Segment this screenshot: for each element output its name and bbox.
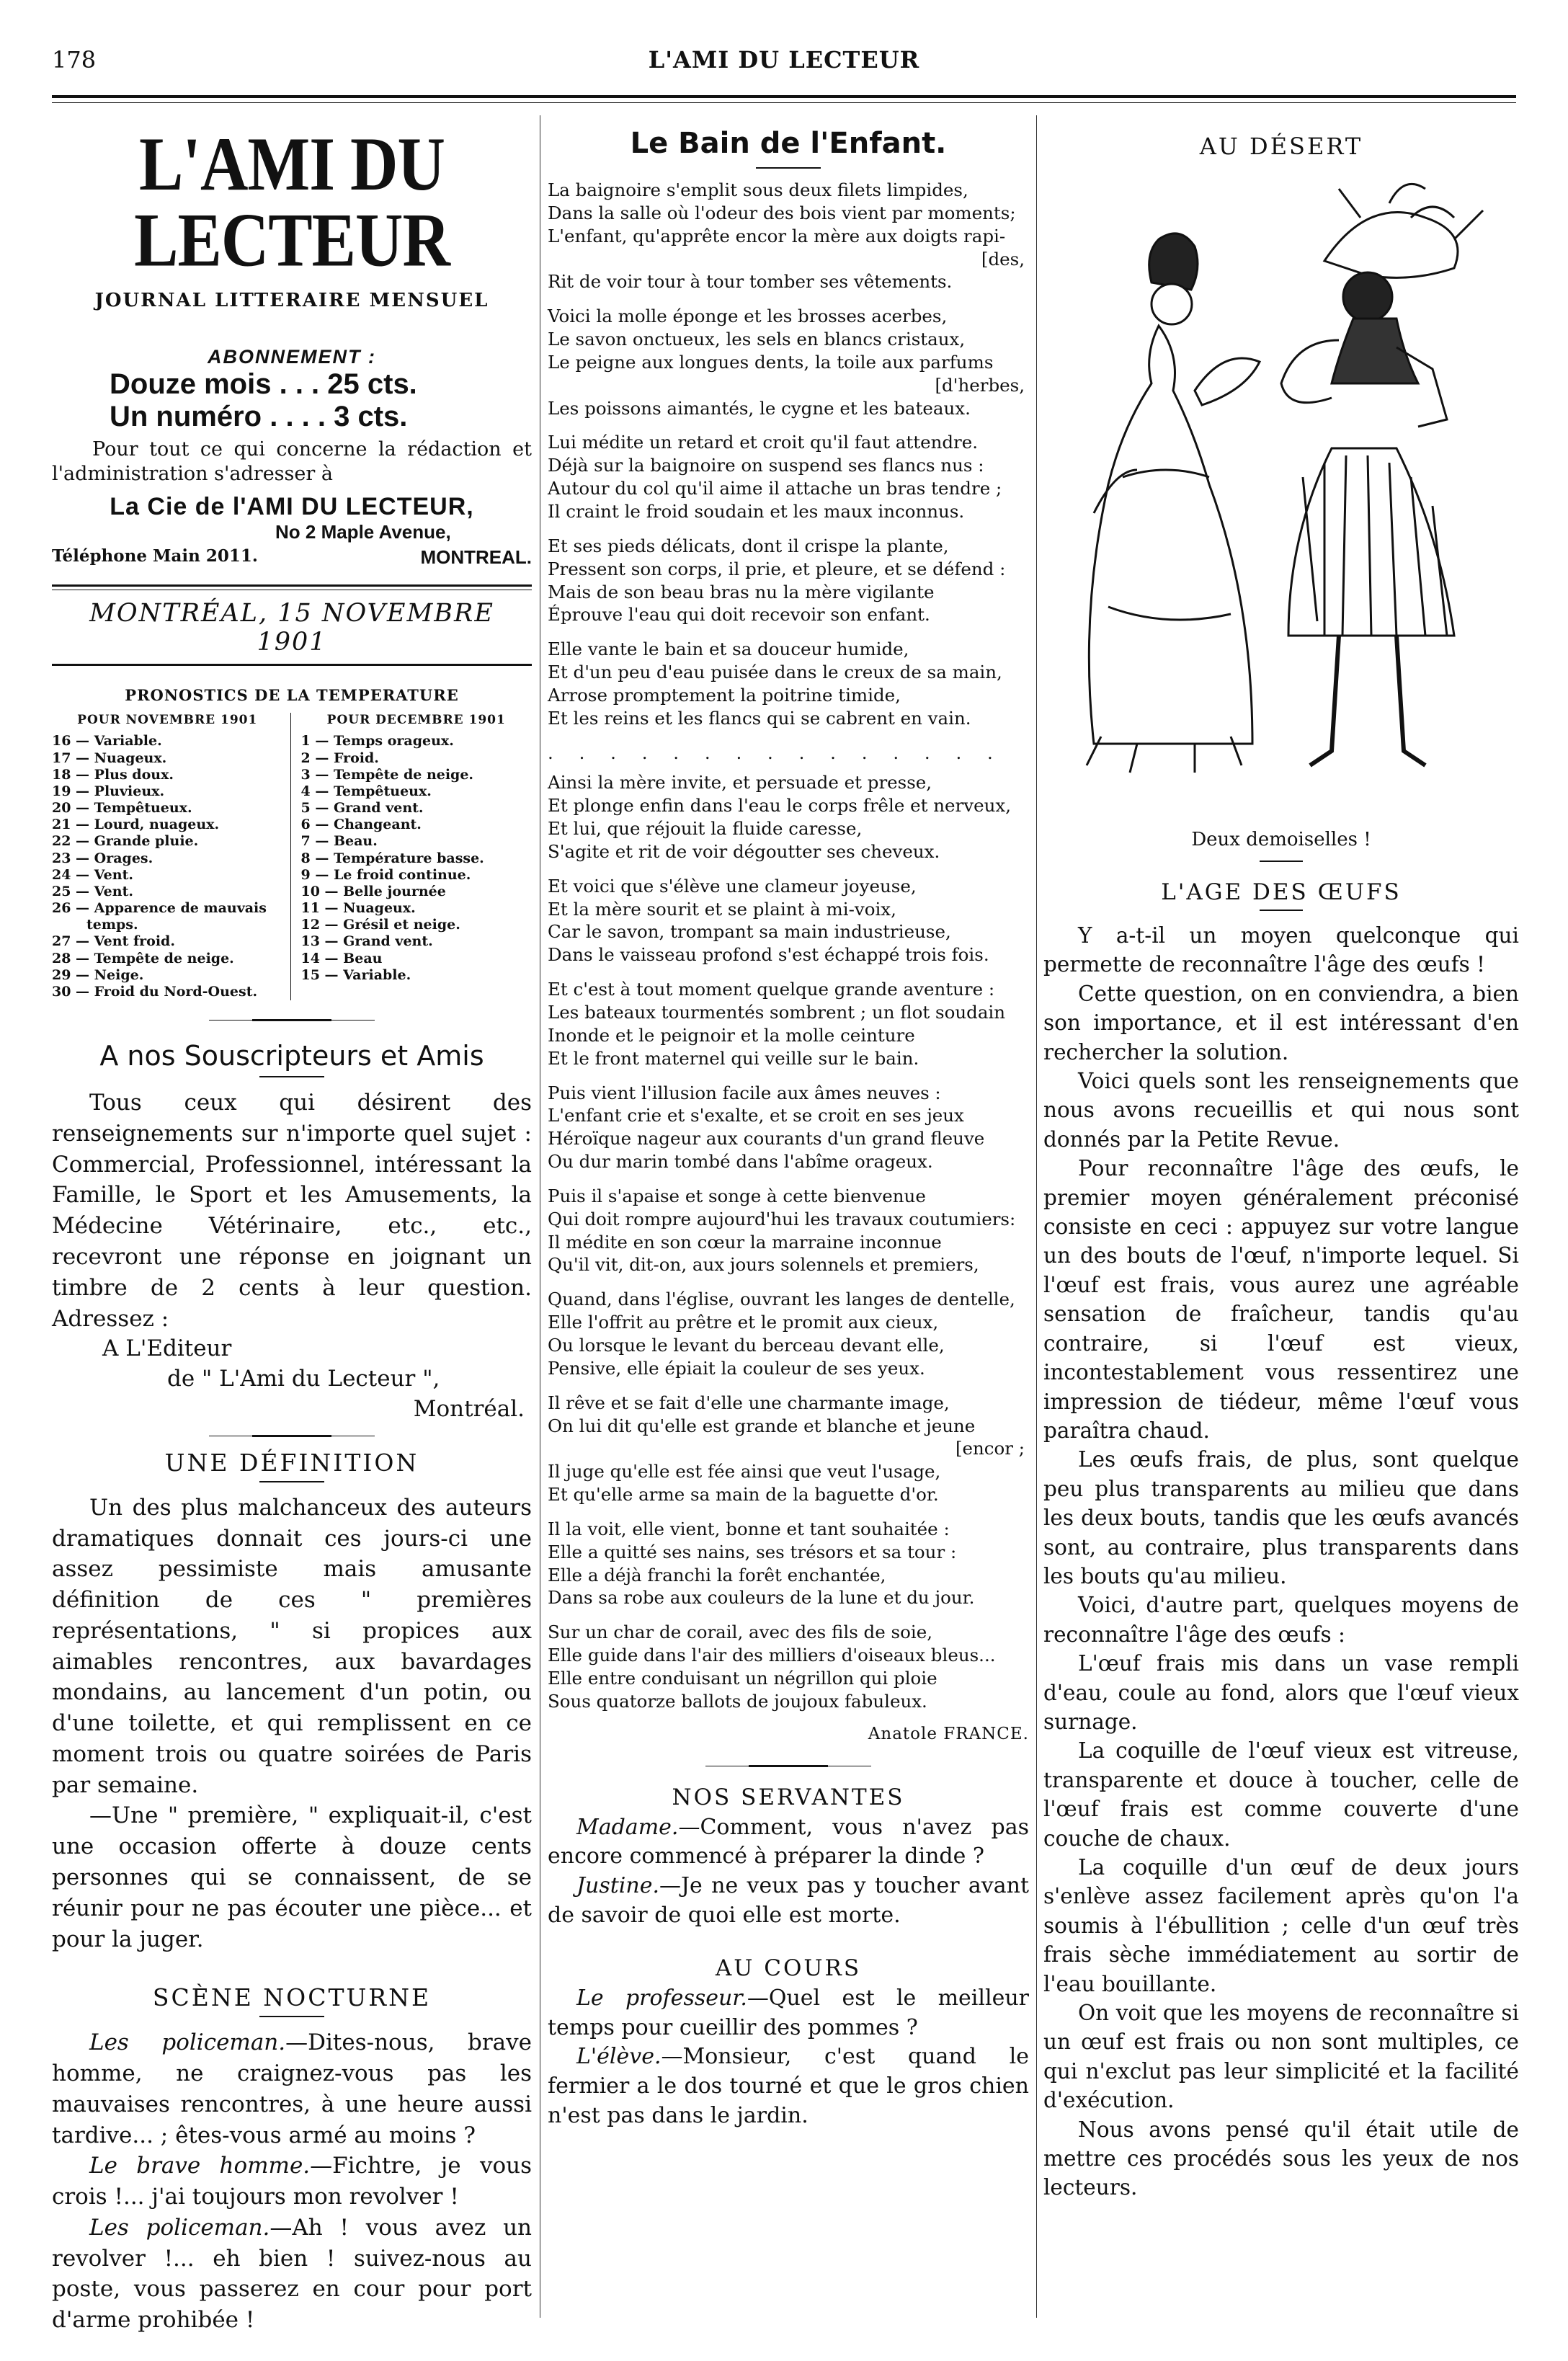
running-head (52, 46, 1516, 82)
poem-line: Déjà sur la baignoire on suspend ses flancs nus : (548, 455, 984, 476)
telephone-line (52, 546, 532, 569)
forecast-item: 4 — Tempêtueux. (300, 783, 432, 799)
forecast-item: 11 — Nuageux. (300, 900, 416, 917)
poem-line: Arrose promptement la poitrine timide, (548, 684, 901, 706)
poem-line: Et les reins et les flancs qui se cabrent en vain. (548, 707, 971, 729)
poem-line: [encor ; (955, 1438, 1025, 1459)
oeufs-paragraph: Nous avons pensé qu'il était utile de mettre ces procédés sous les yeux de nos lecteurs. (1043, 2117, 1519, 2200)
cours-body: Le professeur.—Quel est le meilleur temps pour cueillir des pommes ? L'élève.—Monsieur, c'est quand le fermier a le dos tourné et que le gros chien n'est pas dans le jardin. (548, 1985, 1030, 2128)
poem-stanza (548, 1392, 1029, 1506)
forecast-item: 21 — Lourd, nuageux. (52, 817, 220, 833)
souscripteurs-body: Tous ceux qui désirent des renseignements sur n'importe quel sujet : Commercial, Professionnel, intéressant la Famille, le Sport et les Amusements, la Médecine Vétérinaire, etc., etc., recevront une réponse en joignant un timbre de 2 cents à leur question. Adressez : (52, 1090, 532, 1332)
poem-stanza (548, 1082, 1029, 1173)
definition-body: Un des plus malchanceux des auteurs dramatiques donnait ces jours-ci une assez pessimiste mais amusante définition de ces " premières représentations, " si propices aux aimables rencontres, aux bavardages mondains, au lancement d'un potin, ou d'une toilette, et qui remplissent en ce moment trois ou quatre soirées de Paris par semaine. —Une " première, " expliquait-il, c'est une occasion offerte à douze cents personnes qui se connaissent, de se réunir pour ne pas écouter une pièce... et pour la juger. (52, 1494, 532, 1952)
poem-stanza (548, 771, 1029, 863)
city: MONTREAL. (420, 546, 532, 568)
forecast-item: 29 — Neige. (52, 966, 144, 983)
poem-author: Anatole FRANCE. (868, 1724, 1029, 1743)
poem-line: Quand, dans l'église, ouvrant les langes de dentelle, (548, 1289, 1015, 1310)
poem-line: Mais de son beau bras nu la mère vigilante (548, 581, 935, 603)
oeufs-paragraph: Voici, d'autre part, quelques moyens de reconnaître l'âge des œufs : (1043, 1593, 1519, 1647)
poem-line: Elle a déjà franchi la forêt enchantée, (548, 1564, 886, 1586)
poem-line: Il craint le froid soudain et les maux inconnus. (548, 500, 965, 522)
poem-line: Et le front maternel qui veille sur le bain. (548, 1047, 919, 1069)
header-rule (52, 95, 1516, 98)
forecast-item: 7 — Beau. (300, 833, 378, 850)
poem-line: Et ses pieds délicats, dont il crispe la plante, (548, 535, 949, 556)
forecast-item: 3 — Tempête de neige. (300, 766, 474, 783)
oeufs-paragraph: Cette question, on en conviendra, a bien son importance, et il est intéressant d'en rechercher la solution. (1043, 981, 1519, 1064)
forecast-item: 5 — Grand vent. (300, 800, 424, 817)
poem-line: Qui doit rompre aujourd'hui les travaux coutumiers: (548, 1208, 1016, 1230)
forecast-item: 20 — Tempêtueux. (52, 800, 192, 817)
pronostics-december (291, 713, 533, 1000)
poem-line: Le savon onctueux, les sels en blancs cristaux, (548, 329, 966, 350)
column-middle (548, 115, 1029, 2318)
forecast-item: 25 — Vent. (52, 883, 133, 899)
company-name: La Cie de l'AMI DU LECTEUR, (110, 492, 474, 520)
poem-line: Sur un char de corail, avec des fils de soie, (548, 1622, 932, 1643)
poem-line: Pensive, elle épiait la couleur de ses yeux. (548, 1357, 925, 1379)
scene-body: Les policeman.—Dites-nous, brave homme, ne craignez-vous pas les mauvaises rencontres, à une heure aussi tardive... ; êtes-vous armé au moins ? Le brave homme.—Fichtre, je vous crois !... j'ai toujours mon revolver ! Les policeman.—Ah ! vous avez un revolver !... eh bien ! suivez-nous au poste, vous passerez en cour pour port d'arme prohibée ! (52, 2029, 533, 2334)
cours-title: AU COURS (715, 1955, 862, 1981)
forecast-item: 10 — Belle journée (300, 883, 446, 899)
poem-line: Elle guide dans l'air des milliers d'oiseaux bleus... (548, 1645, 996, 1666)
dateline-box (52, 584, 532, 666)
abonnement-label: ABONNEMENT : (208, 346, 376, 368)
oeufs-paragraph: La coquille de l'œuf vieux est vitreuse, transparente et douce à toucher, celle de l'œuf frais est comme couverte d'une couche de chaux. (1043, 1738, 1519, 1851)
poem-line: Les bateaux tourmentés sombrent ; un flot soudain (548, 1002, 1006, 1023)
forecast-item: 27 — Vent froid. (52, 933, 175, 950)
poem-line: La baignoire s'emplit sous deux filets limpides, (548, 179, 968, 200)
poem-body (548, 179, 1029, 1713)
poem-line: Qu'il vit, dit-on, aux jours solennels et premiers, (548, 1254, 979, 1276)
poem-line: Il la voit, elle vient, bonne et tant souhaitée : (548, 1518, 950, 1539)
poem-line: Dans le vaisseau profond s'est échappé trois fois. (548, 944, 989, 966)
poem-line: Ou lorsque le levant du berceau devant elle, (548, 1334, 945, 1356)
admin-text: Pour tout ce qui concerne la rédaction et l'administration s'adresser à (52, 437, 532, 486)
oeufs-title: L'AGE DES ŒUFS (1161, 879, 1402, 905)
forecast-item: 6 — Changeant. (300, 817, 422, 833)
two-women-illustration (1051, 174, 1512, 823)
poem-stanza (548, 535, 1029, 626)
poem-line: Éprouve l'eau qui doit recevoir son enfant. (548, 604, 930, 626)
servantes-body: Madame.—Comment, vous n'avez pas encore commencé à préparer la dinde ? Justine.—Je ne veux pas y toucher avant de savoir de quoi elle est morte. (548, 1814, 1029, 1929)
forecast-item: temps. (86, 917, 138, 933)
poem-line: On lui dit qu'elle est grande et blanche et jeune (548, 1415, 976, 1436)
poem-line: [des, (981, 248, 1025, 270)
pronostics-table (52, 713, 532, 1000)
poem-line: Et qu'elle arme sa main de la baguette d'or. (548, 1484, 939, 1506)
pronostics-dec-head: POUR DECEMBRE 1901 (326, 712, 506, 727)
price-year: Douze mois . . . 25 cts. (110, 368, 417, 400)
pronostics-dec-list (301, 733, 533, 984)
souscripteurs-title: A nos Souscripteurs et Amis (99, 1040, 484, 1072)
poem-line: L'enfant, qu'apprête encor la mère aux doigts rapi- (548, 225, 1006, 246)
poem-line: Il rêve et se fait d'elle une charmante image, (548, 1392, 950, 1413)
forecast-item: 28 — Tempête de neige. (52, 950, 234, 966)
poem-line: S'agite et rit de voir dégoutter ses cheveux. (548, 840, 940, 862)
poem-line: Et la mère sourit et se plaint à mi-voix, (548, 898, 896, 920)
forecast-item: 14 — Beau (300, 950, 383, 966)
poem-line: Héroïque nageur aux courants d'un grand fleuve (548, 1128, 985, 1150)
poem-line: Autour du col qu'il aime il attache un bras tendre ; (548, 478, 1002, 499)
price-issue: Un numéro . . . . 3 cts. (110, 400, 408, 432)
poem-line: Dans la salle où l'odeur des bois vient par moments; (548, 202, 1016, 223)
poem-line: Et lui, que réjouit la fluide caresse, (548, 818, 863, 840)
masthead-subtitle: JOURNAL LITTERAIRE MENSUEL (94, 290, 489, 311)
masthead-title: L'AMI DU LECTEUR (134, 121, 450, 283)
poem-stanza (548, 1621, 1029, 1712)
forecast-item: 15 — Variable. (300, 966, 411, 983)
poem-line: Elle a quitté ses nains, ses trésors et sa tour : (548, 1541, 957, 1562)
poem-stanza (548, 875, 1029, 966)
editor-address: A L'Editeur de " L'Ami du Lecteur ", Montréal. (102, 1335, 525, 1422)
poem-line: [d'herbes, (935, 374, 1025, 396)
poem-line: Puis il s'apaise et songe à cette bienvenue (548, 1185, 926, 1206)
poem-line: Et voici que s'élève une clameur joyeuse, (548, 875, 917, 897)
poem-line: Elle vante le bain et sa douceur humide, (548, 639, 909, 660)
definition-title: UNE DÉFINITION (164, 1448, 419, 1477)
poem-line: Il juge qu'elle est fée ainsi que veut l'usage, (548, 1461, 941, 1482)
column-left (52, 115, 533, 2334)
oeufs-paragraph: Voici quels sont les renseignements que nous avons recueillis et qui nous sont donnés par la Petite Revue. (1043, 1069, 1519, 1152)
forecast-item: 2 — Froid. (300, 750, 379, 766)
forecast-item: 13 — Grand vent. (300, 933, 433, 950)
forecast-item: 30 — Froid du Nord-Ouest. (52, 984, 258, 1000)
poem-stanza (548, 179, 1029, 293)
pronostics-nov-list (52, 733, 283, 1000)
poem-line: Il médite en son cœur la marraine inconnue (548, 1231, 942, 1253)
pronostics-nov-head: POUR NOVEMBRE 1901 (77, 712, 258, 727)
forecast-item: 22 — Grande pluie. (52, 833, 199, 850)
poem-line: Car le savon, trompant sa main industrieuse, (548, 921, 951, 943)
oeufs-paragraph: Y a-t-il un moyen quelconque qui permette de reconnaître l'âge des œufs ! (1043, 923, 1519, 977)
section-separator (252, 1435, 331, 1437)
poem-line: Elle entre conduisant un négrillon qui ploie (548, 1667, 937, 1689)
servantes-title: NOS SERVANTES (672, 1784, 905, 1810)
poem-line: Dans sa robe aux couleurs de la lune et du jour. (548, 1587, 975, 1609)
header-rule-thin (52, 102, 1516, 103)
oeufs-body (1043, 921, 1519, 2202)
poem-line: Voici la molle éponge et les brosses acerbes, (548, 306, 948, 327)
forecast-item: 12 — Grésil et neige. (300, 917, 460, 933)
poem-line: Le peigne aux longues dents, la toile aux parfums (548, 351, 994, 373)
poem-line: Et c'est à tout moment quelque grande aventure : (548, 979, 995, 1000)
forecast-item: 23 — Orages. (52, 850, 153, 866)
poem-line: Lui médite un retard et croit qu'il faut attendre. (548, 432, 979, 453)
page-number: 178 (52, 46, 97, 74)
poem-line: Les poissons aimantés, le cygne et les bateaux. (548, 397, 971, 419)
oeufs-paragraph: Les œufs frais, de plus, sont quelque peu plus transparents au milieu que dans les deux bouts, tandis que les œufs avancés sont, au contraire, plus transparents dans les bouts qu'au milieu. (1043, 1447, 1519, 1588)
poem-stanza (548, 1185, 1029, 1276)
oeufs-paragraph: L'œuf frais mis dans un vase rempli d'eau, coule au fond, alors que l'œuf vieux surnage. (1043, 1651, 1519, 1734)
column-divider (1036, 115, 1037, 2318)
poem-title: Le Bain de l'Enfant. (630, 127, 947, 160)
oeufs-paragraph: On voit que les moyens de reconnaître si un œuf est frais ou non sont multiples, ce qui n'exclut pas leur simplicité et la facilité d'exécution. (1043, 2001, 1519, 2113)
poem-line: Rit de voir tour à tour tomber ses vêtements. (548, 271, 953, 293)
pronostics-title: PRONOSTICS DE LA TEMPERATURE (125, 685, 459, 704)
poem-stanza (548, 1518, 1029, 1609)
poem-stanza (548, 638, 1029, 729)
illustration-caption: Deux demoiselles ! (1191, 829, 1371, 850)
poem-stanza (548, 1288, 1029, 1379)
poem-stanza (548, 978, 1029, 1070)
forecast-item: 8 — Température basse. (300, 850, 484, 866)
forecast-item: 18 — Plus doux. (52, 766, 174, 783)
forecast-item: 16 — Variable. (52, 733, 162, 750)
poem-line: Ou dur marin tombé dans l'abîme orageux. (548, 1151, 933, 1173)
dateline: MONTRÉAL, 15 NOVEMBRE 1901 (89, 598, 494, 657)
poem-stanza (548, 305, 1029, 419)
section-separator (749, 1765, 828, 1767)
poem-line: Inonde et le peignoir et la molle ceinture (548, 1024, 915, 1046)
forecast-item: 24 — Vent. (52, 866, 133, 883)
poem-stanza (548, 431, 1029, 523)
desert-title: AU DÉSERT (1199, 133, 1363, 160)
running-title: L'AMI DU LECTEUR (648, 46, 920, 74)
forecast-item: 17 — Nuageux. (52, 750, 167, 766)
oeufs-paragraph: La coquille d'un œuf de deux jours s'enlève assez facilement après qu'on l'a soumis à l'ébullition ; celle d'un œuf très frais sèche immédiatement au sortir de l'eau bouillante. (1043, 1855, 1519, 1996)
oeufs-paragraph: Pour reconnaître l'âge des œufs, le premier moyen généralement préconisé consiste en ceci : appuyez sur votre langue un des bouts de l'œuf, n'importe lequel. Si l'œuf est frais, vous aurez une agréable sensation de fraîcheur, tandis qu'au contraire, si l'œuf est vieux, incontestablement vous ressentirez une impression de tiédeur, même l'œuf vous paraîtra chaud. (1043, 1156, 1519, 1443)
poem-line: L'enfant crie et s'exalte, et se croit en ses jeux (548, 1105, 964, 1126)
poem-line: Elle l'offrit au prêtre et le promit aux cieux, (548, 1312, 939, 1333)
poem-line: Pressent son corps, il prie, et pleure, et se défend : (548, 558, 1006, 579)
scene-title: SCÈNE NOCTURNE (152, 1983, 432, 2012)
poem-line: Ainsi la mère invite, et persuade et presse, (548, 772, 932, 793)
poem-line: Sous quatorze ballots de joujoux fabuleux. (548, 1690, 927, 1712)
telephone: Téléphone Main 2011. (52, 546, 258, 566)
poem-line: Et plonge enfin dans l'eau le corps frêle et nerveux, (548, 795, 1011, 817)
section-separator (252, 1019, 331, 1021)
column-right (1043, 115, 1519, 2318)
pronostics-november (52, 713, 291, 1000)
stanza-dots: . . . . . . . . . . . . . . . (548, 742, 1003, 763)
poem-line: Puis vient l'illusion facile aux âmes neuves : (548, 1082, 941, 1103)
poem-line: Et d'un peu d'eau puisée dans le creux de sa main, (548, 662, 1002, 683)
company-address: No 2 Maple Avenue, (275, 520, 451, 543)
forecast-item: 26 — Apparence de mauvais (52, 900, 267, 917)
forecast-item: 1 — Temps orageux. (300, 733, 454, 750)
forecast-item: 9 — Le froid continue. (300, 866, 471, 883)
forecast-item: 19 — Pluvieux. (52, 783, 165, 799)
